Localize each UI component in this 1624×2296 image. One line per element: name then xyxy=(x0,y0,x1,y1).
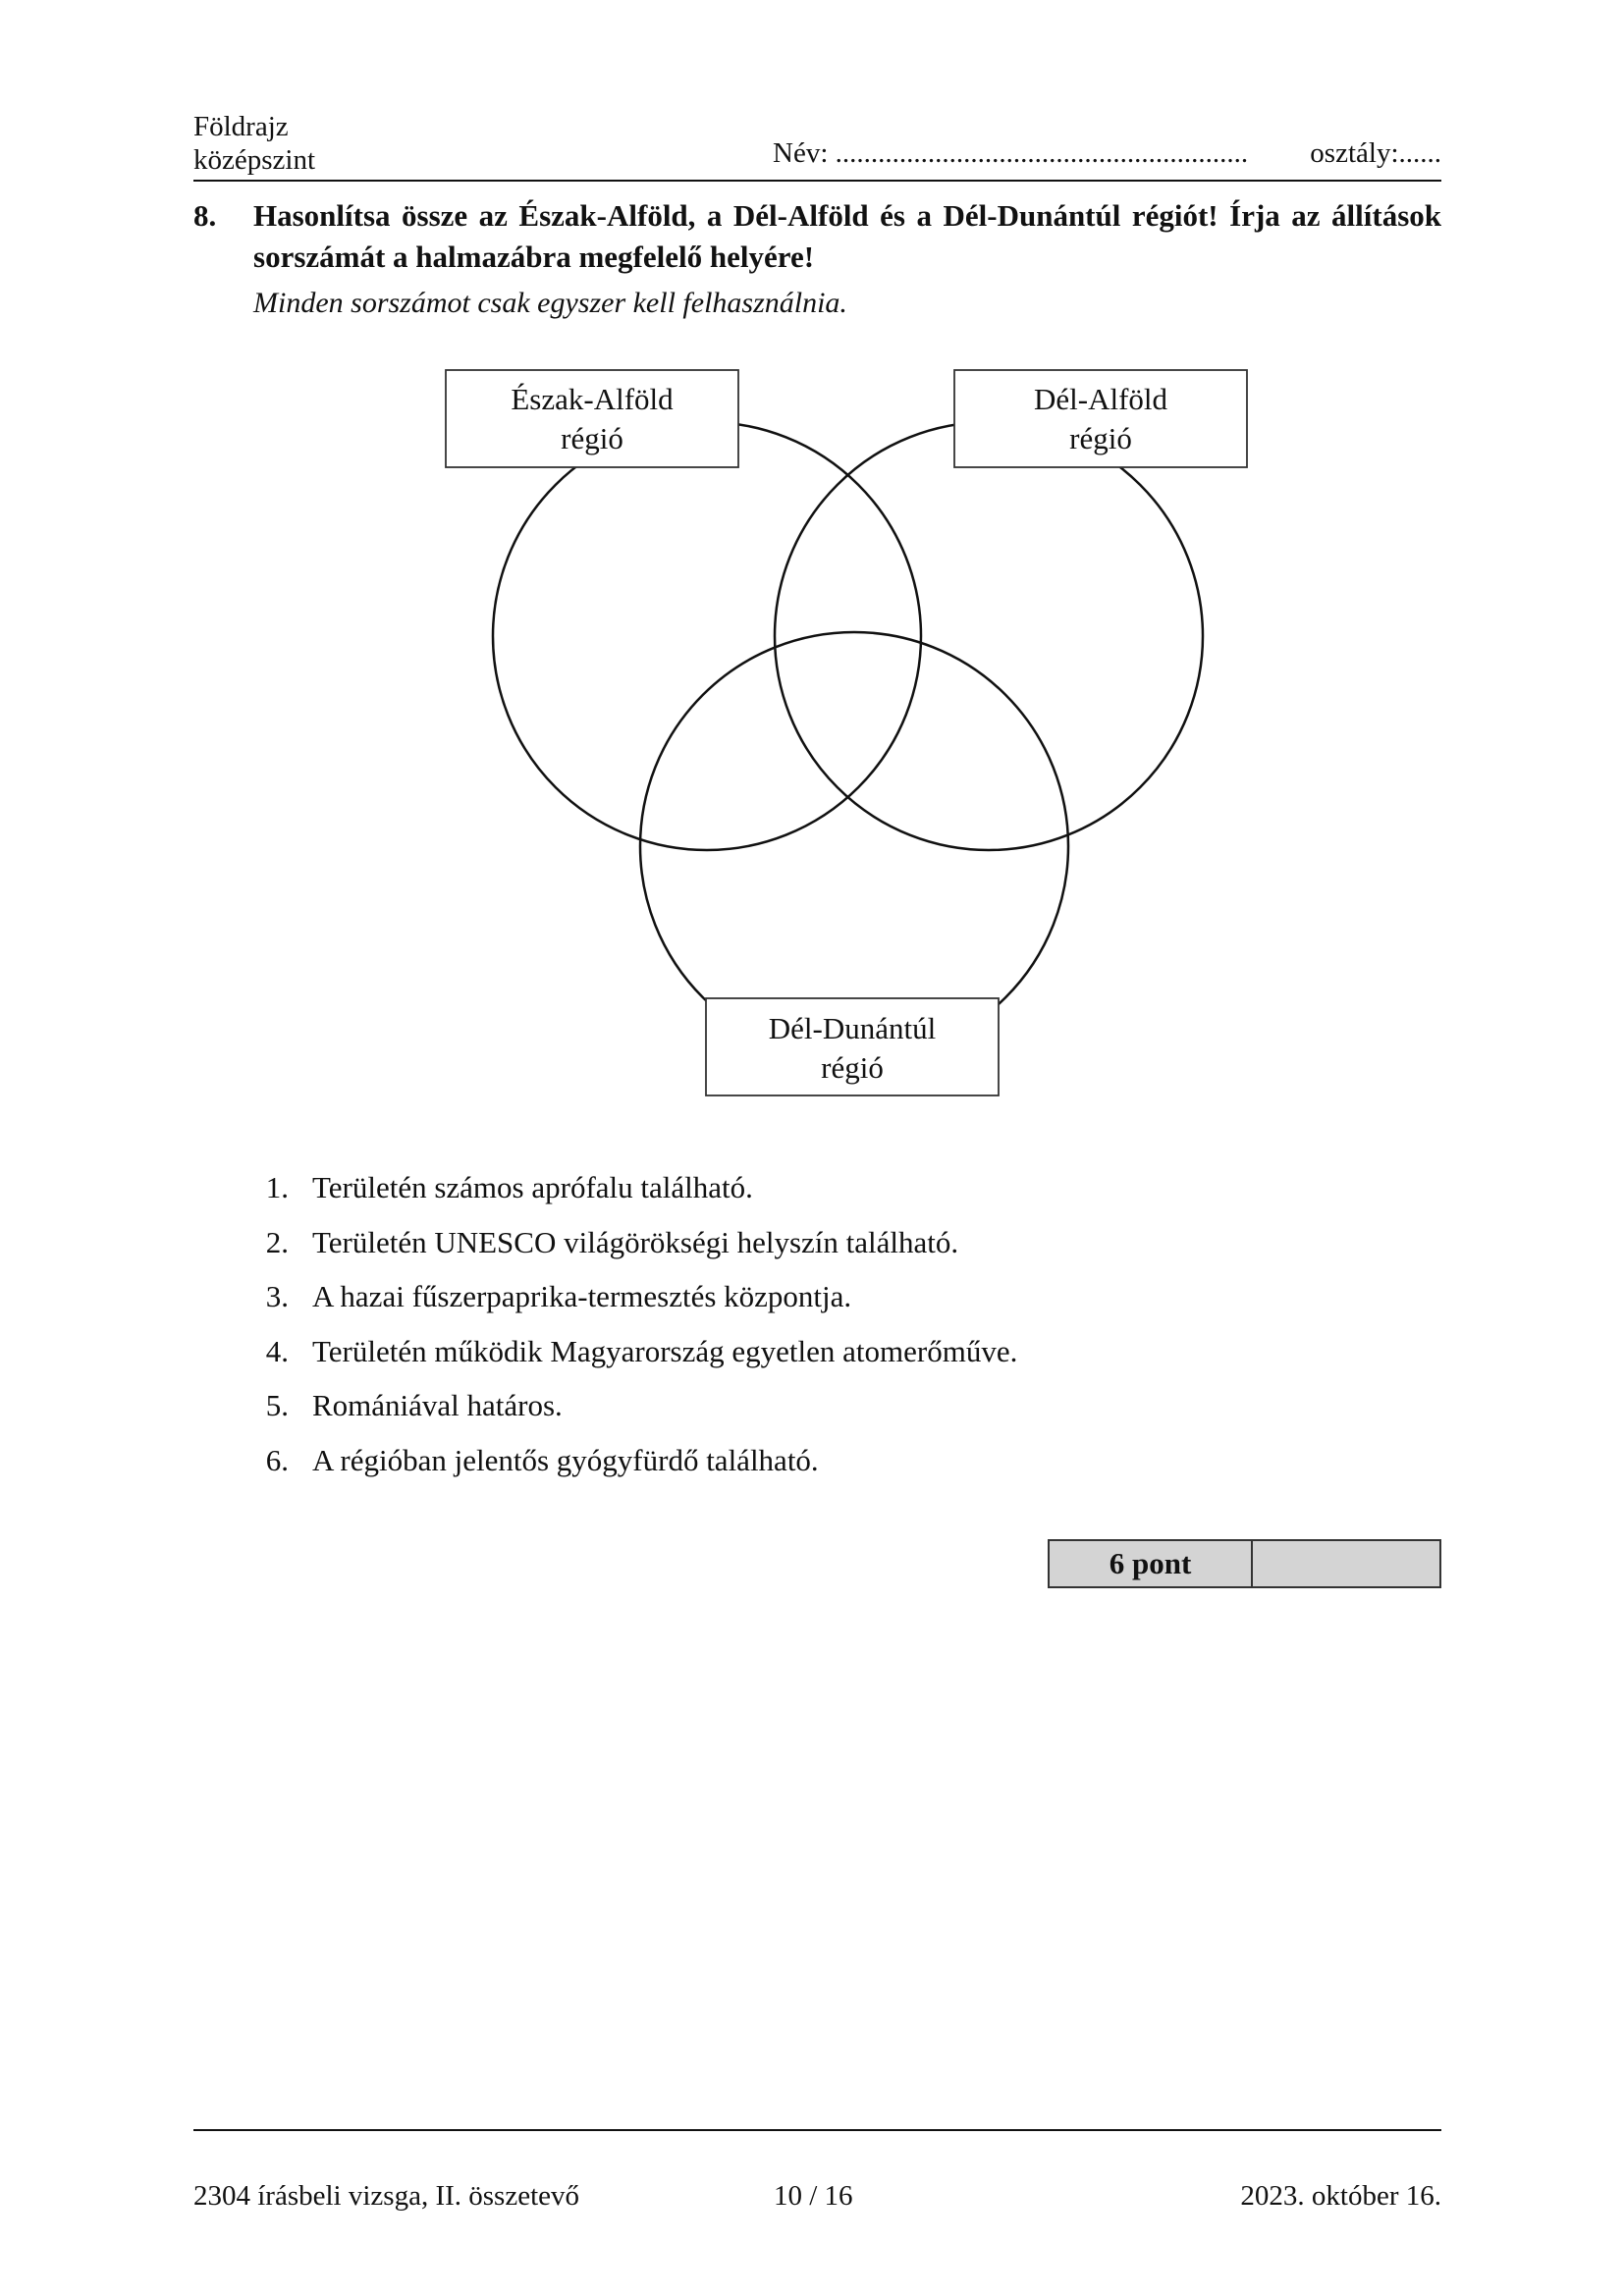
footer-exam: 2304 írásbeli vizsga, II. összetevő xyxy=(193,2180,580,2212)
statement-text: A hazai fűszerpaprika-termesztés központja. xyxy=(312,1279,852,1314)
venn-label-del-alfold-line2: régió xyxy=(1069,421,1132,455)
venn-circle-del-alfold[interactable] xyxy=(775,422,1203,850)
venn-label-eszak-alfold xyxy=(446,370,738,467)
venn-circle-eszak-alfold[interactable] xyxy=(493,422,921,850)
statement-number: 3. xyxy=(265,1279,289,1314)
statement-text: Területén UNESCO világörökségi helyszín található. xyxy=(312,1224,959,1259)
score-input-cell[interactable] xyxy=(1253,1541,1439,1586)
venn-label-del-dunantul xyxy=(706,998,999,1095)
statement-text: Területén működik Magyarország egyetlen atomerőműve. xyxy=(312,1333,1018,1368)
score-box xyxy=(1048,1539,1441,1588)
statement-number: 2. xyxy=(265,1224,289,1259)
task-note: Minden sorszámot csak egyszer kell felhasználnia. xyxy=(253,287,847,319)
venn-label-del-alfold xyxy=(954,370,1247,467)
venn-label-eszak-alfold-line1: Észak-Alföld xyxy=(511,382,674,416)
footer-rule xyxy=(193,2129,1441,2131)
statement-number: 5. xyxy=(265,1388,289,1423)
statement-text: Területén számos aprófalu található. xyxy=(312,1170,753,1204)
statement-number: 4. xyxy=(265,1333,289,1368)
task-instruction: Hasonlítsa össze az Észak-Alföld, a Dél-Alföld és a Dél-Dunántúl régiót! Írja az állítások sorszámát a halmazábra megfelelő helyére! xyxy=(253,198,1441,274)
score-label: 6 pont xyxy=(1050,1541,1253,1586)
header-subject: Földrajz xyxy=(193,111,289,142)
statement-text: Romániával határos. xyxy=(312,1388,563,1423)
venn-label-del-dunantul-line2: régió xyxy=(821,1050,884,1085)
footer-date: 2023. október 16. xyxy=(1240,2180,1441,2212)
header-level: középszint xyxy=(193,144,316,176)
venn-diagram xyxy=(0,0,1624,1129)
class-field[interactable]: osztály:...... xyxy=(1310,137,1441,169)
venn-label-del-alfold-line1: Dél-Alföld xyxy=(1033,382,1168,416)
venn-circle-del-dunantul[interactable] xyxy=(640,632,1068,1060)
venn-label-eszak-alfold-line2: régió xyxy=(561,421,623,455)
statement-number: 1. xyxy=(265,1170,289,1204)
statement-text: A régióban jelentős gyógyfürdő található. xyxy=(312,1442,819,1477)
footer-page-number: 10 / 16 xyxy=(774,2180,853,2212)
venn-label-del-dunantul-line1: Dél-Dunántúl xyxy=(768,1011,937,1045)
statement-number: 6. xyxy=(265,1442,289,1477)
task-number: 8. xyxy=(193,198,217,233)
name-field[interactable]: Név: .......................................................... xyxy=(773,137,1249,169)
